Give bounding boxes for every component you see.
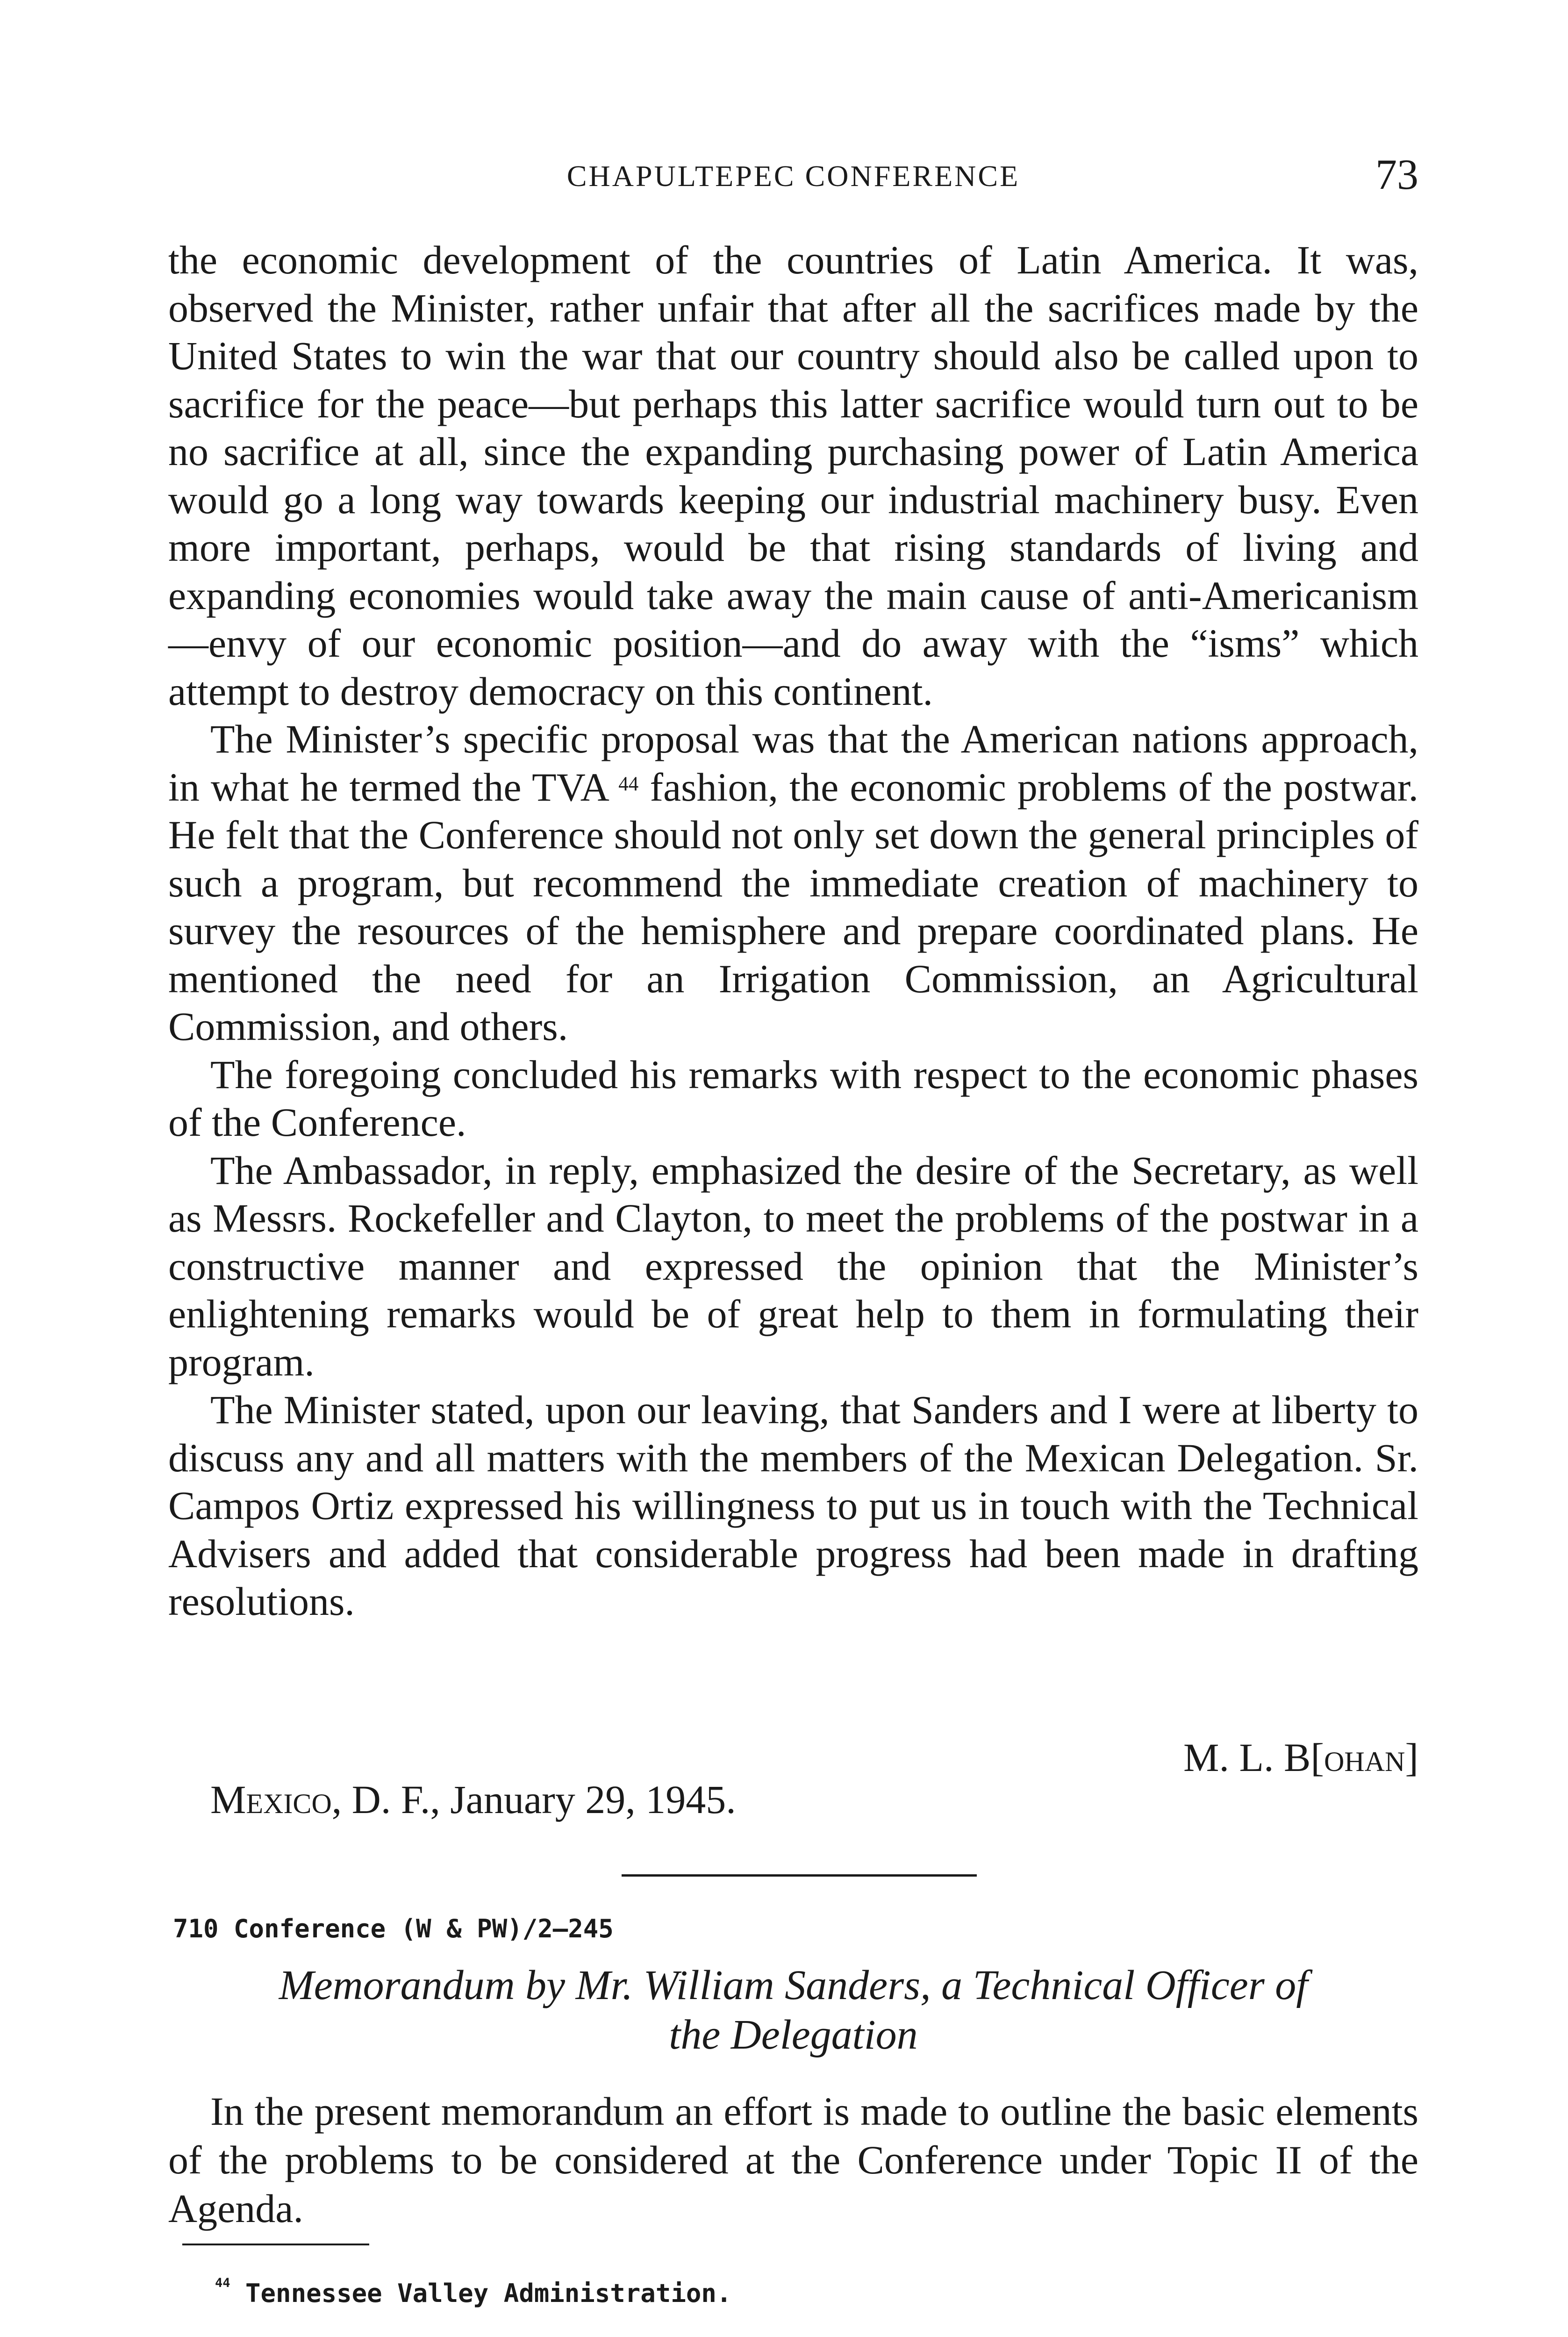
document-reference: 710 Conference (W & PW)/2–245	[173, 1914, 614, 1943]
page-number: 73	[1375, 151, 1418, 198]
footnote-number: 44	[215, 2276, 230, 2290]
intro-paragraph: In the present memorandum an effort is made to outline the basic elements of the problems to be considered at the Conference under Topic II of the Agenda.	[168, 2089, 1418, 2231]
paragraph-foregoing: The foregoing concluded his remarks with respect to the economic phases of the Conference.	[168, 1052, 1418, 1145]
memo-title	[168, 1961, 1418, 2060]
body-text	[168, 236, 1418, 1626]
footnote-marker: 44	[618, 773, 639, 795]
paragraph-text: fashion, the economic problems of the postwar. He felt that the Conference should not only set down the general principles of such a program, but recommend the immediate creation of machinery to survey the resources of the hemisphere and prepare coordinated plans. He mentioned the need for an Irrigation Commission, an Agricultural Commission, and others.	[168, 764, 1419, 1049]
paragraph-minister-proposal	[168, 715, 1418, 1051]
page-header	[168, 150, 1418, 201]
signature: M. L. B[ohan]	[1183, 1735, 1418, 1780]
footnote	[215, 2276, 732, 2308]
footnote-text: Tennessee Valley Administration.	[245, 2279, 732, 2308]
running-head: CHAPULTEPEC CONFERENCE	[566, 159, 1020, 193]
paragraph-text: The Minister’s specific proposal was that the American nations approach, in what he termed the TVA	[168, 717, 1418, 810]
paragraph-ambassador: The Ambassador, in reply, emphasized the desire of the Secretary, as well as Messrs. Rockefeller and Clayton, to meet the problems of the postwar in a constructive manner and expressed the opinion that the Minister’s enlightening remarks would be of great help to them in formulating their program.	[168, 1147, 1418, 1384]
section-divider	[622, 1874, 977, 1877]
paragraph-continuation: the economic development of the countries of Latin America. It was, observed the Minister, rather unfair that after all the sacrifices made by the United States to win the war that our country should also be called upon to sacrifice for the peace—but perhaps this latter sacrifice would turn out to be no sacrifice at all, since the expanding purchasing power of Latin America would go a long way towards keeping our industrial machinery busy. Even more important, perhaps, would be that rising standards of living and expanding economies would take away the main cause of anti-Americanism—envy of our economic position—and do away with the “isms” which attempt to destroy democracy on this continent.	[168, 237, 1418, 714]
memo-intro	[168, 2087, 1418, 2233]
paragraph-minister-stated: The Minister stated, upon our leaving, that Sanders and I were at liberty to discuss any and all matters with the members of the Mexican Delegation. Sr. Campos Ortiz expressed his willingness to put us in touch with the Technical Advisers and added that considerable progress had been made in drafting resolutions.	[168, 1387, 1418, 1624]
memo-title-line-1: Memorandum by Mr. William Sanders, a Technical Officer of	[279, 1962, 1308, 2008]
footnote-divider	[182, 2244, 369, 2245]
memo-title-line-2: the Delegation	[669, 2012, 918, 2058]
place-date: Mexico, D. F., January 29, 1945.	[210, 1777, 736, 1822]
